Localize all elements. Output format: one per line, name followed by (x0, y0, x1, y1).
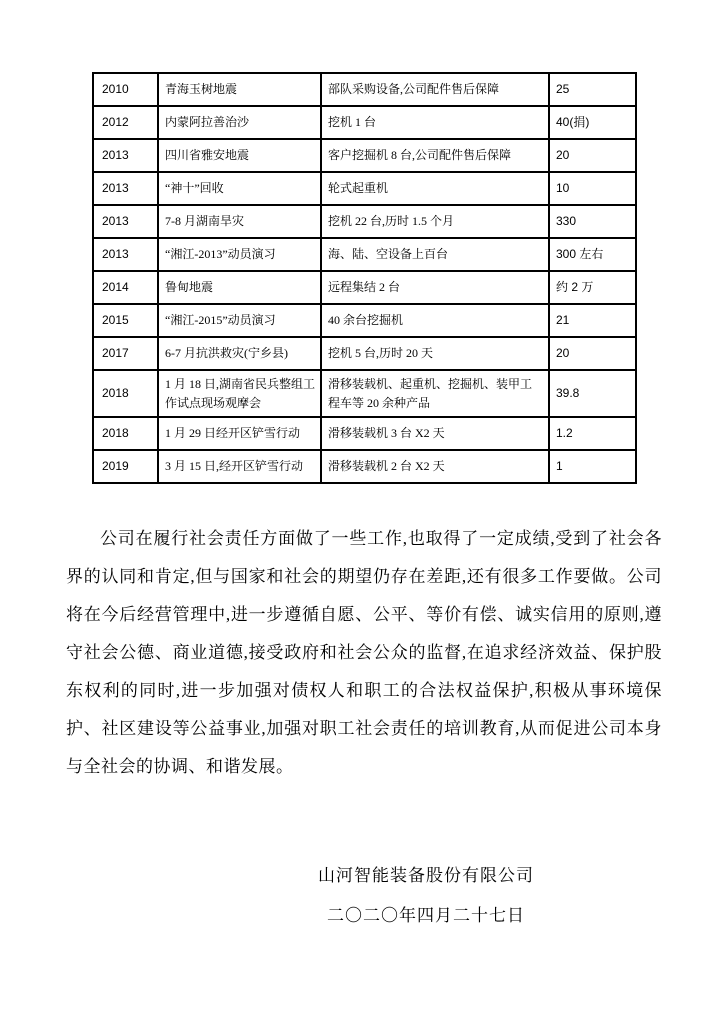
cell-event: 鲁甸地震 (158, 271, 321, 304)
cell-amount: 25 (549, 73, 636, 106)
cell-amount: 39.8 (549, 370, 636, 417)
table-row (93, 172, 636, 205)
cell-event: 7-8 月湖南旱灾 (158, 205, 321, 238)
closing-paragraph: 公司在履行社会责任方面做了一些工作,也取得了一定成绩,受到了社会各界的认同和肯定,但与国家和社会的期望仍存在差距,还有很多工作要做。公司将在今后经营管理中,进一步遵循自愿、公平、等价有偿、诚实信用的原则,遵守社会公德、商业道德,接受政府和社会公众的监督,在追求经济效益、保护股东权利的同时,进一步加强对债权人和职工的合法权益保护,积极从事环境保护、社区建设等公益事业,加强对职工社会责任的培训教育,从而促进公司本身与全社会的协调、和谐发展。 (66, 529, 662, 776)
cell-event: 内蒙阿拉善治沙 (158, 106, 321, 139)
table-row (93, 304, 636, 337)
cell-event: “湘江-2015”动员演习 (158, 304, 321, 337)
cell-contribution: 滑移装载机、起重机、挖掘机、装甲工程车等 20 余种产品 (321, 370, 549, 417)
cell-contribution: 海、陆、空设备上百台 (321, 238, 549, 271)
cell-contribution: 滑移装载机 2 台 X2 天 (321, 450, 549, 483)
cell-amount: 21 (549, 304, 636, 337)
cell-year: 2010 (93, 73, 158, 106)
cell-amount: 1 (549, 450, 636, 483)
cell-event: 6-7 月抗洪救灾(宁乡县) (158, 337, 321, 370)
cell-year: 2017 (93, 337, 158, 370)
cell-amount: 300 左右 (549, 238, 636, 271)
table-row (93, 370, 636, 417)
company-name: 山河智能装备股份有限公司 (318, 866, 534, 885)
table-row (93, 139, 636, 172)
cell-event: “神十”回收 (158, 172, 321, 205)
signature-date: 二〇二〇年四月二十七日 (327, 906, 525, 925)
cell-event: 3 月 15 日,经开区铲雪行动 (158, 450, 321, 483)
signature-block (250, 866, 602, 926)
cell-event: 1 月 18 日,湖南省民兵整组工作试点现场观摩会 (158, 370, 321, 417)
cell-event: “湘江-2013”动员演习 (158, 238, 321, 271)
cell-event: 1 月 29 日经开区铲雪行动 (158, 417, 321, 450)
cell-contribution: 远程集结 2 台 (321, 271, 549, 304)
cell-year: 2013 (93, 205, 158, 238)
cell-amount: 约 2 万 (549, 271, 636, 304)
cell-year: 2013 (93, 139, 158, 172)
cell-contribution: 挖机 5 台,历时 20 天 (321, 337, 549, 370)
cell-amount: 1.2 (549, 417, 636, 450)
cell-amount: 40(捐) (549, 106, 636, 139)
table-row (93, 205, 636, 238)
cell-event: 青海玉树地震 (158, 73, 321, 106)
cell-year: 2013 (93, 172, 158, 205)
cell-amount: 10 (549, 172, 636, 205)
cell-year: 2015 (93, 304, 158, 337)
cell-contribution: 挖机 22 台,历时 1.5 个月 (321, 205, 549, 238)
cell-contribution: 40 余台挖掘机 (321, 304, 549, 337)
table-row (93, 238, 636, 271)
table-row (93, 450, 636, 483)
table-row (93, 417, 636, 450)
cell-year: 2012 (93, 106, 158, 139)
cell-amount: 330 (549, 205, 636, 238)
table-row (93, 106, 636, 139)
table-row (93, 337, 636, 370)
cell-amount: 20 (549, 139, 636, 172)
cell-contribution: 轮式起重机 (321, 172, 549, 205)
cell-amount: 20 (549, 337, 636, 370)
cell-year: 2013 (93, 238, 158, 271)
cell-year: 2019 (93, 450, 158, 483)
table-row (93, 271, 636, 304)
cell-year: 2014 (93, 271, 158, 304)
cell-year: 2018 (93, 417, 158, 450)
table-row (93, 73, 636, 106)
cell-contribution: 滑移装载机 3 台 X2 天 (321, 417, 549, 450)
social-responsibility-table (92, 72, 637, 484)
cell-contribution: 挖机 1 台 (321, 106, 549, 139)
cell-contribution: 部队采购设备,公司配件售后保障 (321, 73, 549, 106)
cell-year: 2018 (93, 370, 158, 417)
cell-contribution: 客户挖掘机 8 台,公司配件售后保障 (321, 139, 549, 172)
cell-event: 四川省雅安地震 (158, 139, 321, 172)
